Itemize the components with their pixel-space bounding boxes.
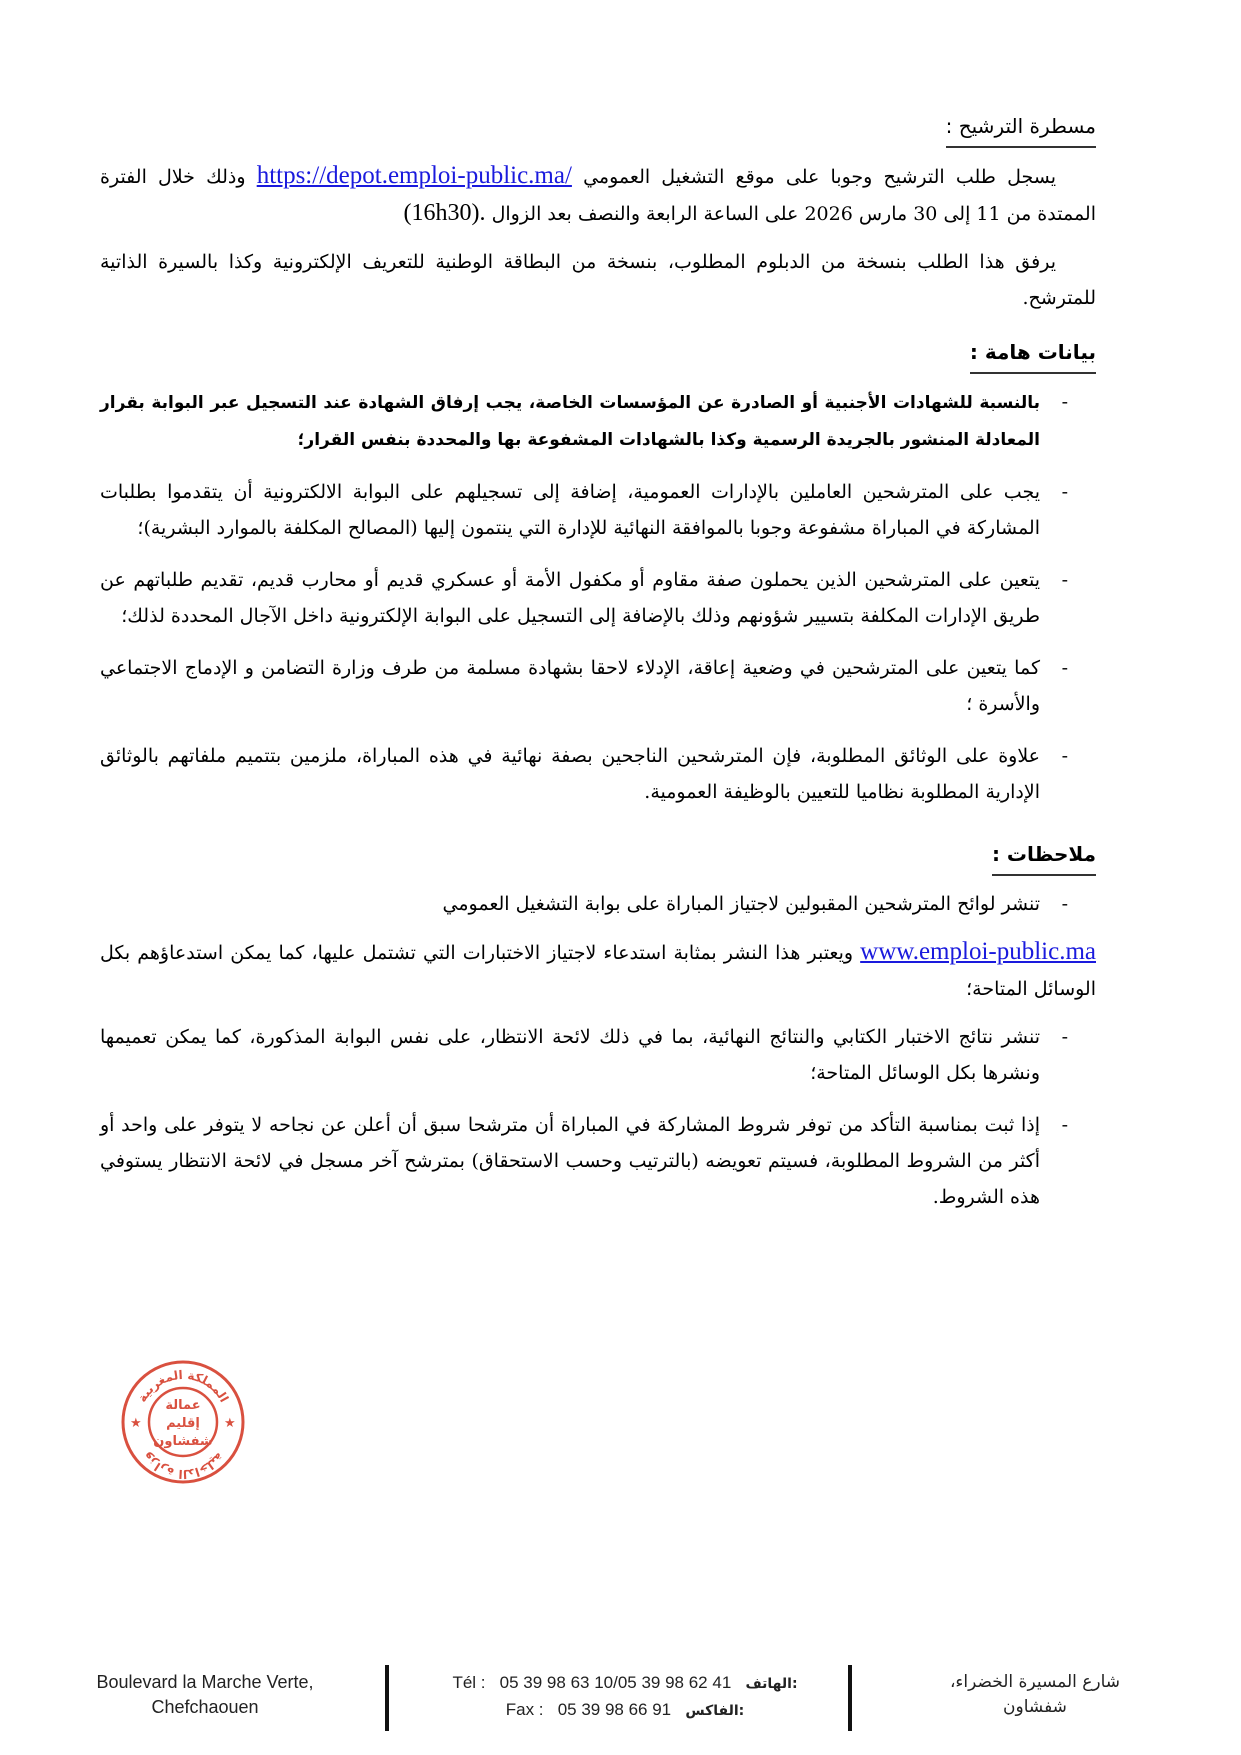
heading-notes: ملاحظات :: [992, 836, 1096, 876]
stamp-arc-top-text: المملكة المغربية: [134, 1367, 232, 1405]
official-stamp: [118, 1357, 248, 1487]
footer-address-fr-line2: Chefchaouen: [151, 1697, 259, 1717]
important-list: [100, 384, 1096, 810]
footer-fax-label-fr: Fax :: [505, 1700, 544, 1719]
bullet-dash: -: [1061, 391, 1068, 413]
bullet-dash: -: [1061, 1026, 1068, 1048]
section-notes: [100, 836, 1096, 1215]
footer-fax-value: 05 39 98 66 91: [557, 1700, 672, 1719]
footer-address-ar-line2: شفشاون: [1003, 1697, 1067, 1717]
footer-tel-value: 05 39 98 63 10/05 39 98 62 41: [499, 1673, 732, 1692]
footer-tel-row: [410, 1670, 840, 1697]
bullet-dash: -: [1061, 481, 1068, 503]
note-item: [100, 886, 1096, 922]
footer-address-ar: [905, 1670, 1165, 1720]
bullet-dash: -: [1061, 569, 1068, 591]
procedure-time: (16h30).: [403, 200, 486, 226]
stamp-star-right-icon: ★: [224, 1415, 236, 1430]
important-item-text: يتعين على المترشحين الذين يحملون صفة مقاوم أو مكفول الأمة أو عسكري قديم أو محارب قديم، تقديم طلباتهم عن طريق الإدارات المكلفة بتسيير شؤونهم وذلك بالإضافة إلى التسجيل على البوابة الإلكترونية داخل الآجال المحددة لذلك؛: [100, 569, 1040, 627]
footer-fax-row: [410, 1697, 840, 1724]
footer-contact: [410, 1670, 840, 1724]
note-item: [100, 1019, 1096, 1091]
procedure-text-before-link: يسجل طلب الترشيح وجوبا على موقع التشغيل العمومي: [583, 166, 1056, 188]
svg-text:وزارة الداخلية: [139, 1449, 226, 1481]
footer-address-fr: [70, 1670, 340, 1720]
footer-fax-label-ar: الفاكس:: [685, 1703, 745, 1719]
stamp-center-line1: عمالة: [165, 1398, 201, 1413]
bullet-dash: -: [1061, 745, 1068, 767]
notes-list: [100, 886, 1096, 922]
section-important: [100, 334, 1096, 810]
footer-tel-label-fr: Tél :: [452, 1673, 486, 1692]
footer-address-fr-line1: Boulevard la Marche Verte,: [96, 1672, 314, 1692]
important-item-text: بالنسبة للشهادات الأجنبية أو الصادرة عن المؤسسات الخاصة، يجب إرفاق الشهادة عند التسجيل عبر: [210, 393, 1040, 413]
important-item: [100, 738, 1096, 810]
stamp-arc-bottom-text: وزارة الداخلية: [139, 1449, 227, 1482]
page-footer: [0, 1660, 1241, 1740]
footer-tel-label-ar: الهاتف:: [745, 1676, 798, 1692]
important-item-text: كما يتعين على المترشحين في وضعية إعاقة، الإدلاء لاحقا بشهادة مسلمة من طرف وزارة التضامن و الإدماج الاجتماعي والأسرة ؛: [100, 657, 1040, 715]
note-item-rest: ويعتبر هذا النشر بمثابة استدعاء لاجتياز الاختبارات التي تشتمل عليها، كما يمكن استدعاؤهم بكل الوسائل المتاحة؛: [100, 942, 1096, 1000]
bullet-dash: -: [1061, 657, 1068, 679]
section-procedure: [100, 108, 1096, 316]
document-body: [100, 108, 1096, 1241]
procedure-text-after-link: وذلك خلال الفترة الممتدة من 11 إلى 30 مارس 2026 على الساعة الرابعة والنصف بعد الزوال: [100, 166, 1096, 225]
emploi-public-link[interactable]: www.emploi-public.ma: [860, 938, 1096, 965]
important-item-text: يجب على المترشحين العاملين بالإدارات العمومية، إضافة إلى تسجيلهم على البوابة الالكترونية أن يتقدموا بطلبات المشاركة في المباراة مشفوعة وجوبا بالموافقة النهائية للإدارة التي ينتمون إليها (المصالح المكلفة بالموارد البشرية)؛: [100, 481, 1040, 539]
heading-important: بيانات هامة :: [970, 334, 1096, 374]
note-item-continuation: [100, 934, 1096, 1007]
footer-address-ar-line1: شارع المسيرة الخضراء،: [949, 1672, 1121, 1692]
notes-list-continued: [100, 1019, 1096, 1215]
footer-divider-left: [385, 1665, 389, 1731]
important-item: [100, 384, 1096, 458]
footer-divider-right: [848, 1665, 852, 1731]
note-item-line1: تنشر لوائح المترشحين المقبولين لاجتياز المباراة على بوابة التشغيل العمومي: [442, 893, 1040, 915]
stamp-center-line3: شفشاون: [153, 1434, 213, 1449]
important-item: [100, 474, 1096, 546]
note-item-text: إذا ثبت بمناسبة التأكد من توفر شروط المشاركة في المباراة أن مترشحا سبق أن أعلن عن نجاحه لا يتوفر على واحد أو أكثر من الشروط المطلوبة، فسيتم تعويضه (بالترتيب وحسب الاستحقاق) بمترشح آخر مسجل في لائحة الانتظار يستوفي هذه الشروط.: [100, 1114, 1040, 1208]
note-item: [100, 1107, 1096, 1215]
procedure-paragraph-2: يرفق هذا الطلب بنسخة من الدبلوم المطلوب، بنسخة من البطاقة الوطنية للتعريف الإلكترونية وكذا بالسيرة الذاتية للمترشح.: [100, 251, 1096, 309]
depot-link[interactable]: https://depot.emploi-public.ma/: [256, 162, 572, 189]
heading-procedure: مسطرة الترشيح :: [946, 108, 1096, 148]
stamp-star-left-icon: ★: [130, 1415, 142, 1430]
important-item: [100, 650, 1096, 722]
stamp-center-line2: إقليم: [166, 1416, 200, 1431]
procedure-paragraph-1: [100, 158, 1096, 232]
important-item-bold: البوابة بقرار المعادلة المنشور بالجريدة الرسمية وكذا بالشهادات المشفوعة بها والمحددة بنفس القرار؛: [100, 393, 1040, 450]
important-item-text: علاوة على الوثائق المطلوبة، فإن المترشحين الناجحين بصفة نهائية في هذه المباراة، ملزمين بتتميم ملفاتهم بالوثائق الإدارية المطلوبة نظاميا للتعيين بالوظيفة العمومية.: [100, 745, 1040, 803]
bullet-dash: -: [1061, 893, 1068, 915]
note-item-text: تنشر نتائج الاختبار الكتابي والنتائج النهائية، بما في ذلك لائحة الانتظار، على نفس البوابة المذكورة، كما يمكن تعميمها ونشرها بكل الوسائل المتاحة؛: [100, 1026, 1040, 1084]
bullet-dash: -: [1061, 1114, 1068, 1136]
stamp-seal-icon: [118, 1357, 248, 1487]
important-item: [100, 562, 1096, 634]
